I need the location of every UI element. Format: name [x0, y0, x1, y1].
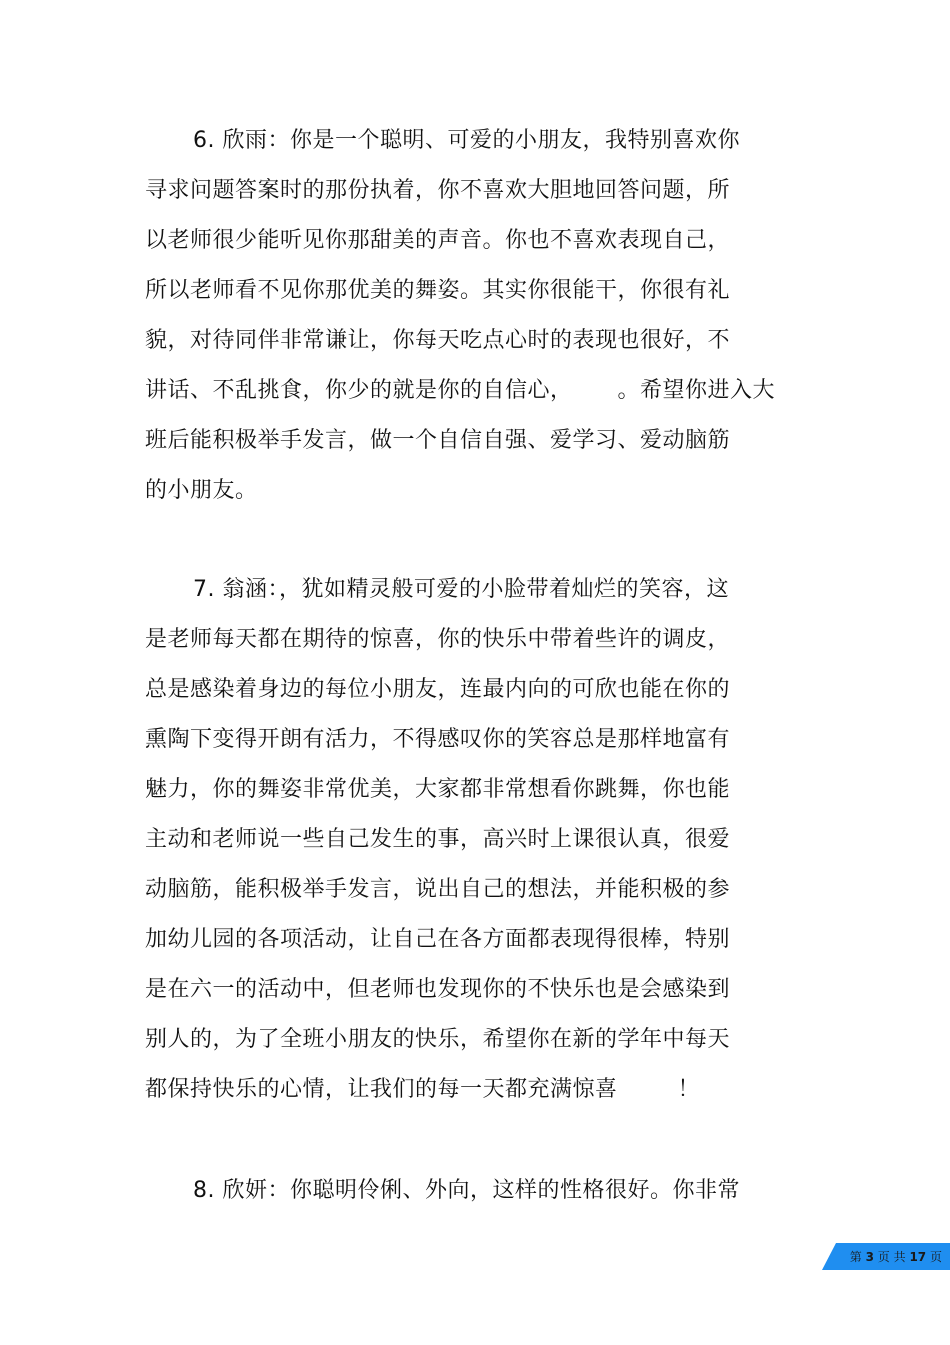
- text-line: 讲话、不乱挑食，你少的就是你的自信心， 。希望你进入大: [145, 378, 775, 403]
- text-line: 都保持快乐的心情，让我们的每一天都充满惊喜 ！: [145, 1077, 700, 1102]
- text-line: 的小朋友。: [145, 478, 258, 503]
- text-line: 寻求问题答案时的那份执着，你不喜欢大胆地回答问题，所: [145, 178, 731, 203]
- text-line: 班后能积极举手发言，做一个自信自强、爱学习、爱动脑筋: [145, 428, 731, 453]
- text-line: 是在六一的活动中，但老师也发现你的不快乐也是会感染到: [145, 977, 731, 1002]
- page-indicator: [820, 1248, 942, 1266]
- text-line: 所以老师看不见你那优美的舞姿。其实你很能干，你很有礼: [145, 278, 731, 303]
- text-line: 总是感染着身边的每位小朋友，连最内向的可欣也能在你的: [145, 677, 731, 702]
- text-line: 貌，对待同伴非常谦让，你每天吃点心时的表现也很好，不: [145, 328, 731, 353]
- current-page-number: 3: [865, 1250, 874, 1264]
- text-line: 熏陶下变得开朗有活力，不得感叹你的笑容总是那样地富有: [145, 727, 731, 752]
- text-line: 以老师很少能听见你那甜美的声音。你也不喜欢表现自己，: [145, 228, 731, 253]
- page-prefix: 第: [849, 1250, 862, 1264]
- text-line: 加幼儿园的各项活动，让自己在各方面都表现得很棒，特别: [145, 927, 731, 952]
- page-suffix: 页: [929, 1250, 942, 1264]
- text-line: 别人的，为了全班小朋友的快乐，希望你在新的学年中每天: [145, 1027, 731, 1052]
- text-line: 动脑筋，能积极举手发言，说出自己的想法，并能积极的参: [145, 877, 731, 902]
- text-line: 6. 欣雨：你是一个聪明、可爱的小朋友，我特别喜欢你: [193, 128, 740, 153]
- text-line: 主动和老师说一些自己发生的事，高兴时上课很认真，很爱: [145, 827, 731, 852]
- total-pages-number: 17: [909, 1250, 927, 1264]
- text-line: 7. 翁涵：，犹如精灵般可爱的小脸带着灿烂的笑容，这: [193, 577, 729, 602]
- text-line: 8. 欣妍：你聪明伶俐、外向，这样的性格很好。你非常: [193, 1178, 740, 1203]
- page-middle: 页 共: [877, 1250, 906, 1264]
- text-line: 魅力，你的舞姿非常优美，大家都非常想看你跳舞，你也能: [145, 777, 731, 802]
- text-line: 是老师每天都在期待的惊喜，你的快乐中带着些许的调皮，: [145, 627, 731, 652]
